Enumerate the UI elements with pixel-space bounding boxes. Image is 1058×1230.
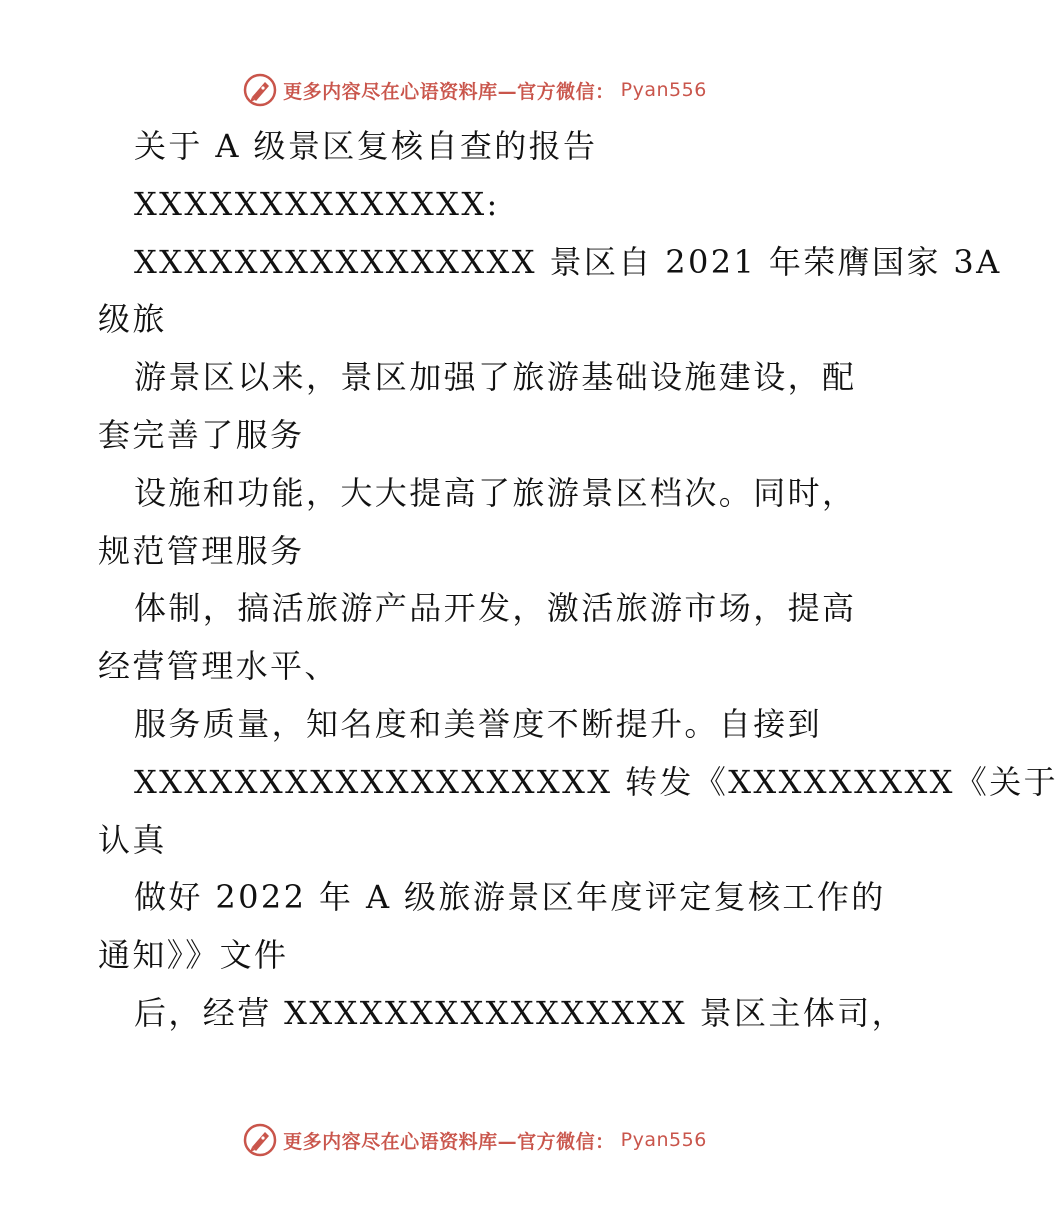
pen-nib-logo-icon: [243, 1123, 277, 1157]
body-line: XXXXXXXXXXXXXXXXXXX 转发《XXXXXXXXX《关于: [134, 762, 1058, 801]
body-line: 规范管理服务: [98, 531, 305, 570]
document-title: 关于 A 级景区复核自查的报告: [134, 127, 598, 165]
header-watermark: [0, 70, 950, 110]
body-line: 游景区以来，景区加强了旅游基础设施建设，配: [134, 358, 857, 397]
body-line: 服务质量，知名度和美誉度不断提升。自接到: [134, 704, 823, 743]
pen-nib-logo-icon: [243, 73, 277, 107]
body-line: 设施和功能，大大提高了旅游景区档次。同时，: [134, 473, 857, 512]
body-line: XXXXXXXXXXXXXXXX 景区自 2021 年荣膺国家 3A: [134, 242, 1002, 281]
salutation: XXXXXXXXXXXXXX:: [134, 184, 500, 223]
body-line: 级旅: [98, 300, 167, 339]
body-line: 做好 2022 年 A 级旅游景区年度评定复核工作的: [134, 878, 886, 917]
watermark-text: 更多内容尽在心语资料库—官方微信：: [283, 1130, 615, 1153]
watermark-handle: Pyan556: [620, 1129, 707, 1151]
body-line: 认真: [98, 820, 167, 859]
body-line: 套完善了服务: [98, 415, 305, 454]
body-line: 后，经营 XXXXXXXXXXXXXXXX 景区主体司，: [134, 993, 907, 1032]
watermark-text: 更多内容尽在心语资料库—官方微信：: [283, 80, 615, 103]
body-line: 经营管理水平、: [98, 647, 339, 686]
document-body: [98, 118, 1058, 1043]
watermark-handle: Pyan556: [620, 79, 707, 101]
body-line: 体制，搞活旅游产品开发，激活旅游市场，提高: [134, 589, 857, 628]
footer-watermark: [0, 1120, 950, 1160]
body-line: 通知》》文件: [98, 936, 289, 975]
